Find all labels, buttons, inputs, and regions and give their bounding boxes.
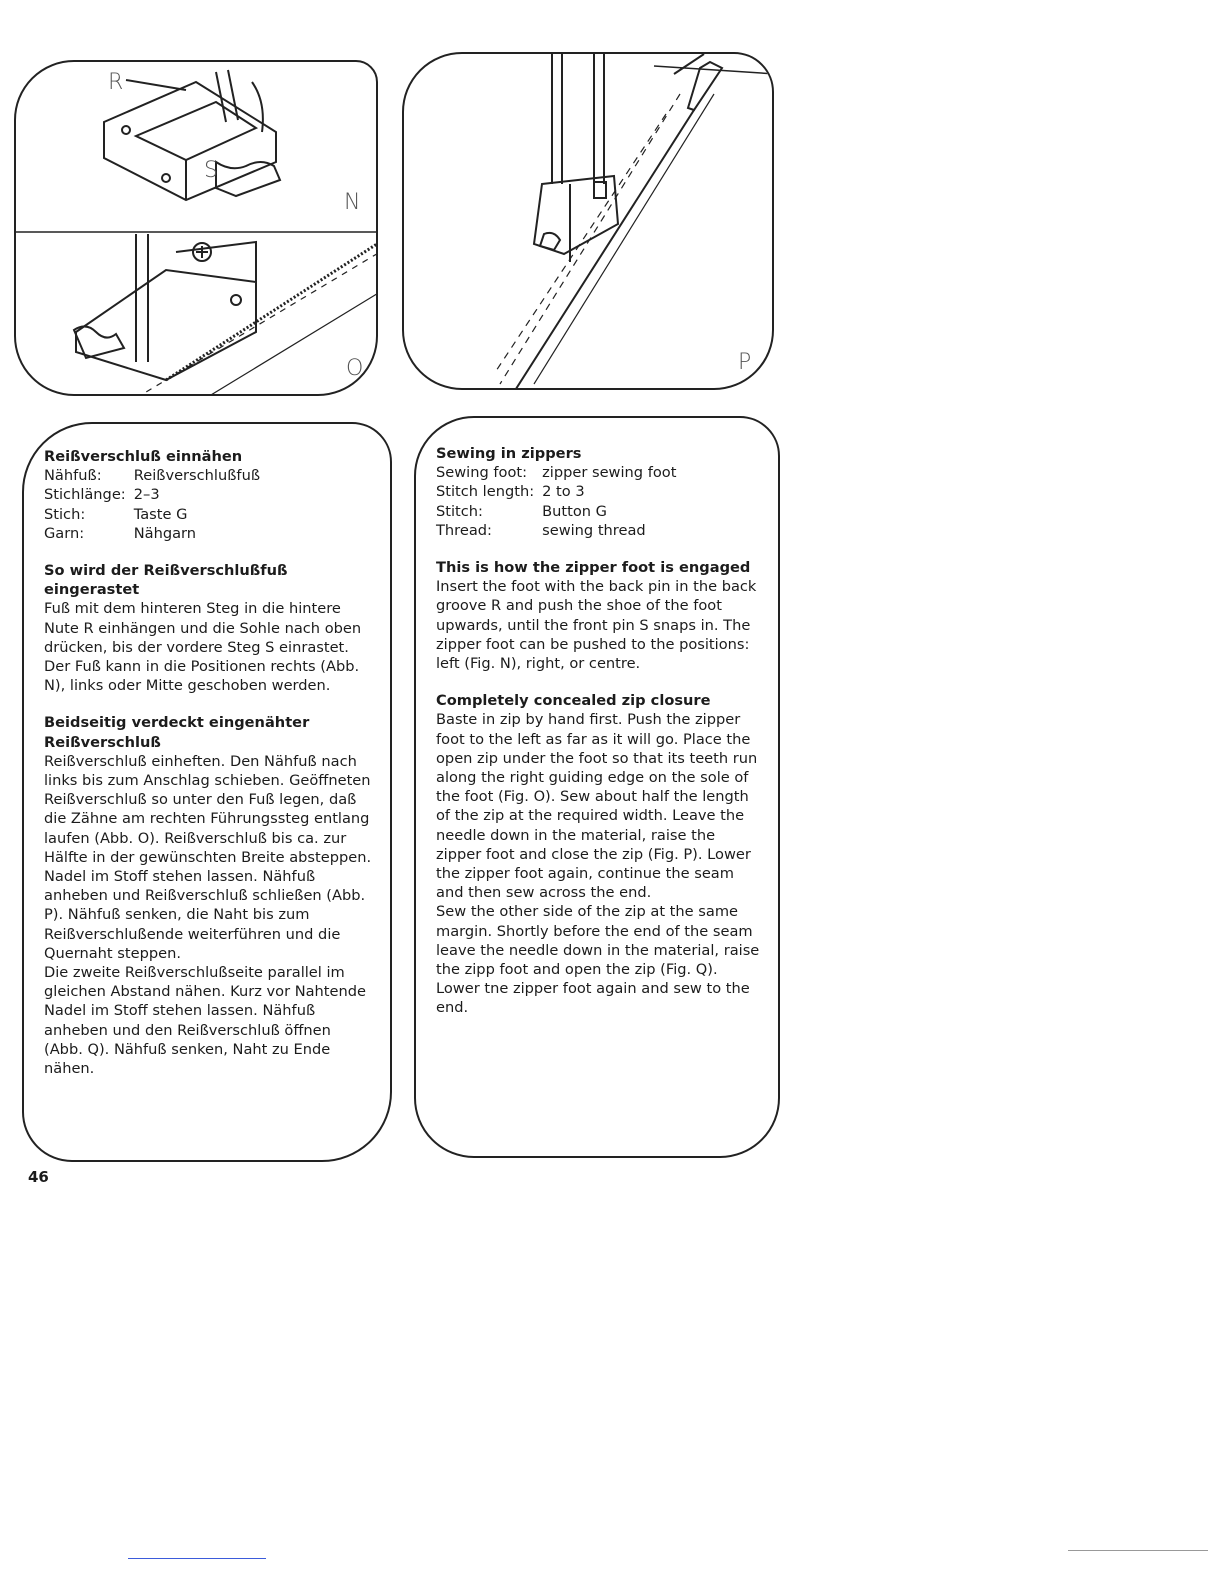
english-section2-heading: Completely concealed zip closure	[436, 692, 711, 710]
spec-key: Thread:	[436, 521, 492, 539]
german-instructions	[44, 447, 374, 1078]
spec-value: Reißverschlußfuß	[133, 467, 261, 485]
spec-value: 2 to 3	[542, 483, 585, 501]
figure-label-n: N	[344, 190, 361, 215]
spec-key: Nähfuß:	[44, 467, 102, 485]
english-instructions	[436, 444, 764, 1018]
figure-n-o-drawing	[16, 62, 378, 396]
spec-value: sewing thread	[542, 521, 646, 539]
figure-p-drawing	[404, 54, 774, 390]
zipper-foot-n-drawing	[104, 70, 280, 200]
german-section1-heading: So wird der Reißverschlußfuß eingerastet	[44, 562, 288, 599]
german-title: Reißverschluß einnähen	[44, 448, 243, 465]
english-section1-body: Insert the foot with the back pin in the back groove R and push the shoe of the foot upwards, until the front pin S snaps in. The zipper foot can be pushed to the positions: left (Fig. N), right, or centre.	[436, 578, 757, 673]
figure-label-o: O	[346, 356, 364, 381]
german-section2-heading: Beidseitig verdeckt eingenähter Reißverschluß	[44, 714, 310, 751]
spec-key: Stichlänge:	[44, 486, 126, 504]
spec-value: 2–3	[133, 486, 160, 504]
scan-artifact-line	[1068, 1550, 1208, 1551]
spec-key: Stich:	[44, 505, 86, 523]
german-section2-body-continued: Die zweite Reißverschlußseite parallel im gleichen Abstand nähen. Kurz vor Nahtende Nadel im Stoff stehen lassen. Nähfuß anheben und den Reißverschluß öffnen (Abb. Q). Nähfuß senken, Naht zu Ende nähen.	[44, 964, 367, 1078]
spec-key: Sewing foot:	[436, 464, 528, 482]
german-section1-body: Fuß mit dem hinteren Steg in die hintere Nute R einhängen und die Sohle nach oben drücken, bis der vordere Steg S einrastet. Der Fuß kann in die Positionen rechts (Abb. N), links oder Mitte geschoben werden.	[44, 600, 362, 695]
english-section1-heading: This is how the zipper foot is engaged	[436, 559, 751, 577]
german-section2-body: Reißverschluß einheften. Den Nähfuß nach links bis zum Anschlag schieben. Geöffneten Reißverschluß so unter den Fuß legen, daß die Zähne am rechten Führungssteg entlang laufen (Abb. O). Reißverschluß bis ca. zur Hälfte in der gewünschten Breite absteppen. Nadel im Stoff stehen lassen. Nähfuß anheben und Reißverschluß schließen (Abb. P). Nähfuß senken, die Naht bis zum Reißverschlußende weiterführen und die Quernaht steppen.	[44, 752, 372, 962]
figure-callout-r: R	[108, 70, 124, 95]
english-section2-body-continued: Sew the other side of the zip at the same margin. Shortly before the end of the seam leave the needle down in the material, raise the zipp foot and open the zip (Fig. Q). Lower tne zipper foot again and sew to the end.	[436, 903, 760, 1017]
spec-key: Garn:	[44, 524, 85, 542]
spec-value: Nähgarn	[133, 524, 197, 542]
german-spec-list	[44, 466, 374, 543]
spec-value: zipper sewing foot	[542, 464, 677, 482]
scan-artifact-line	[128, 1558, 266, 1559]
english-title: Sewing in zippers	[436, 445, 582, 462]
english-section2-body: Baste in zip by hand first. Push the zipper foot to the left as far as it will go. Place the open zip under the foot so that its teeth run along the right guiding edge on the sole of the foot (Fig. O). Sew about half the length of the zip at the required width. Leave the needle down in the material, raise the zipper foot and close the zip (Fig. P). Lower the zipper foot again, continue the seam and then sew across the end.	[436, 711, 758, 902]
english-spec-list	[436, 463, 764, 540]
spec-value: Taste G	[133, 505, 188, 523]
figure-label-p: P	[738, 350, 752, 375]
figure-p-panel	[402, 52, 774, 390]
zipper-foot-o-drawing	[74, 234, 378, 396]
spec-key: Stitch:	[436, 502, 483, 520]
figure-n-o-panel	[14, 60, 378, 396]
spec-key: Stitch length:	[436, 483, 535, 501]
page-number: 46	[28, 1168, 49, 1186]
figure-callout-s: S	[204, 158, 218, 183]
spec-value: Button G	[542, 502, 607, 520]
